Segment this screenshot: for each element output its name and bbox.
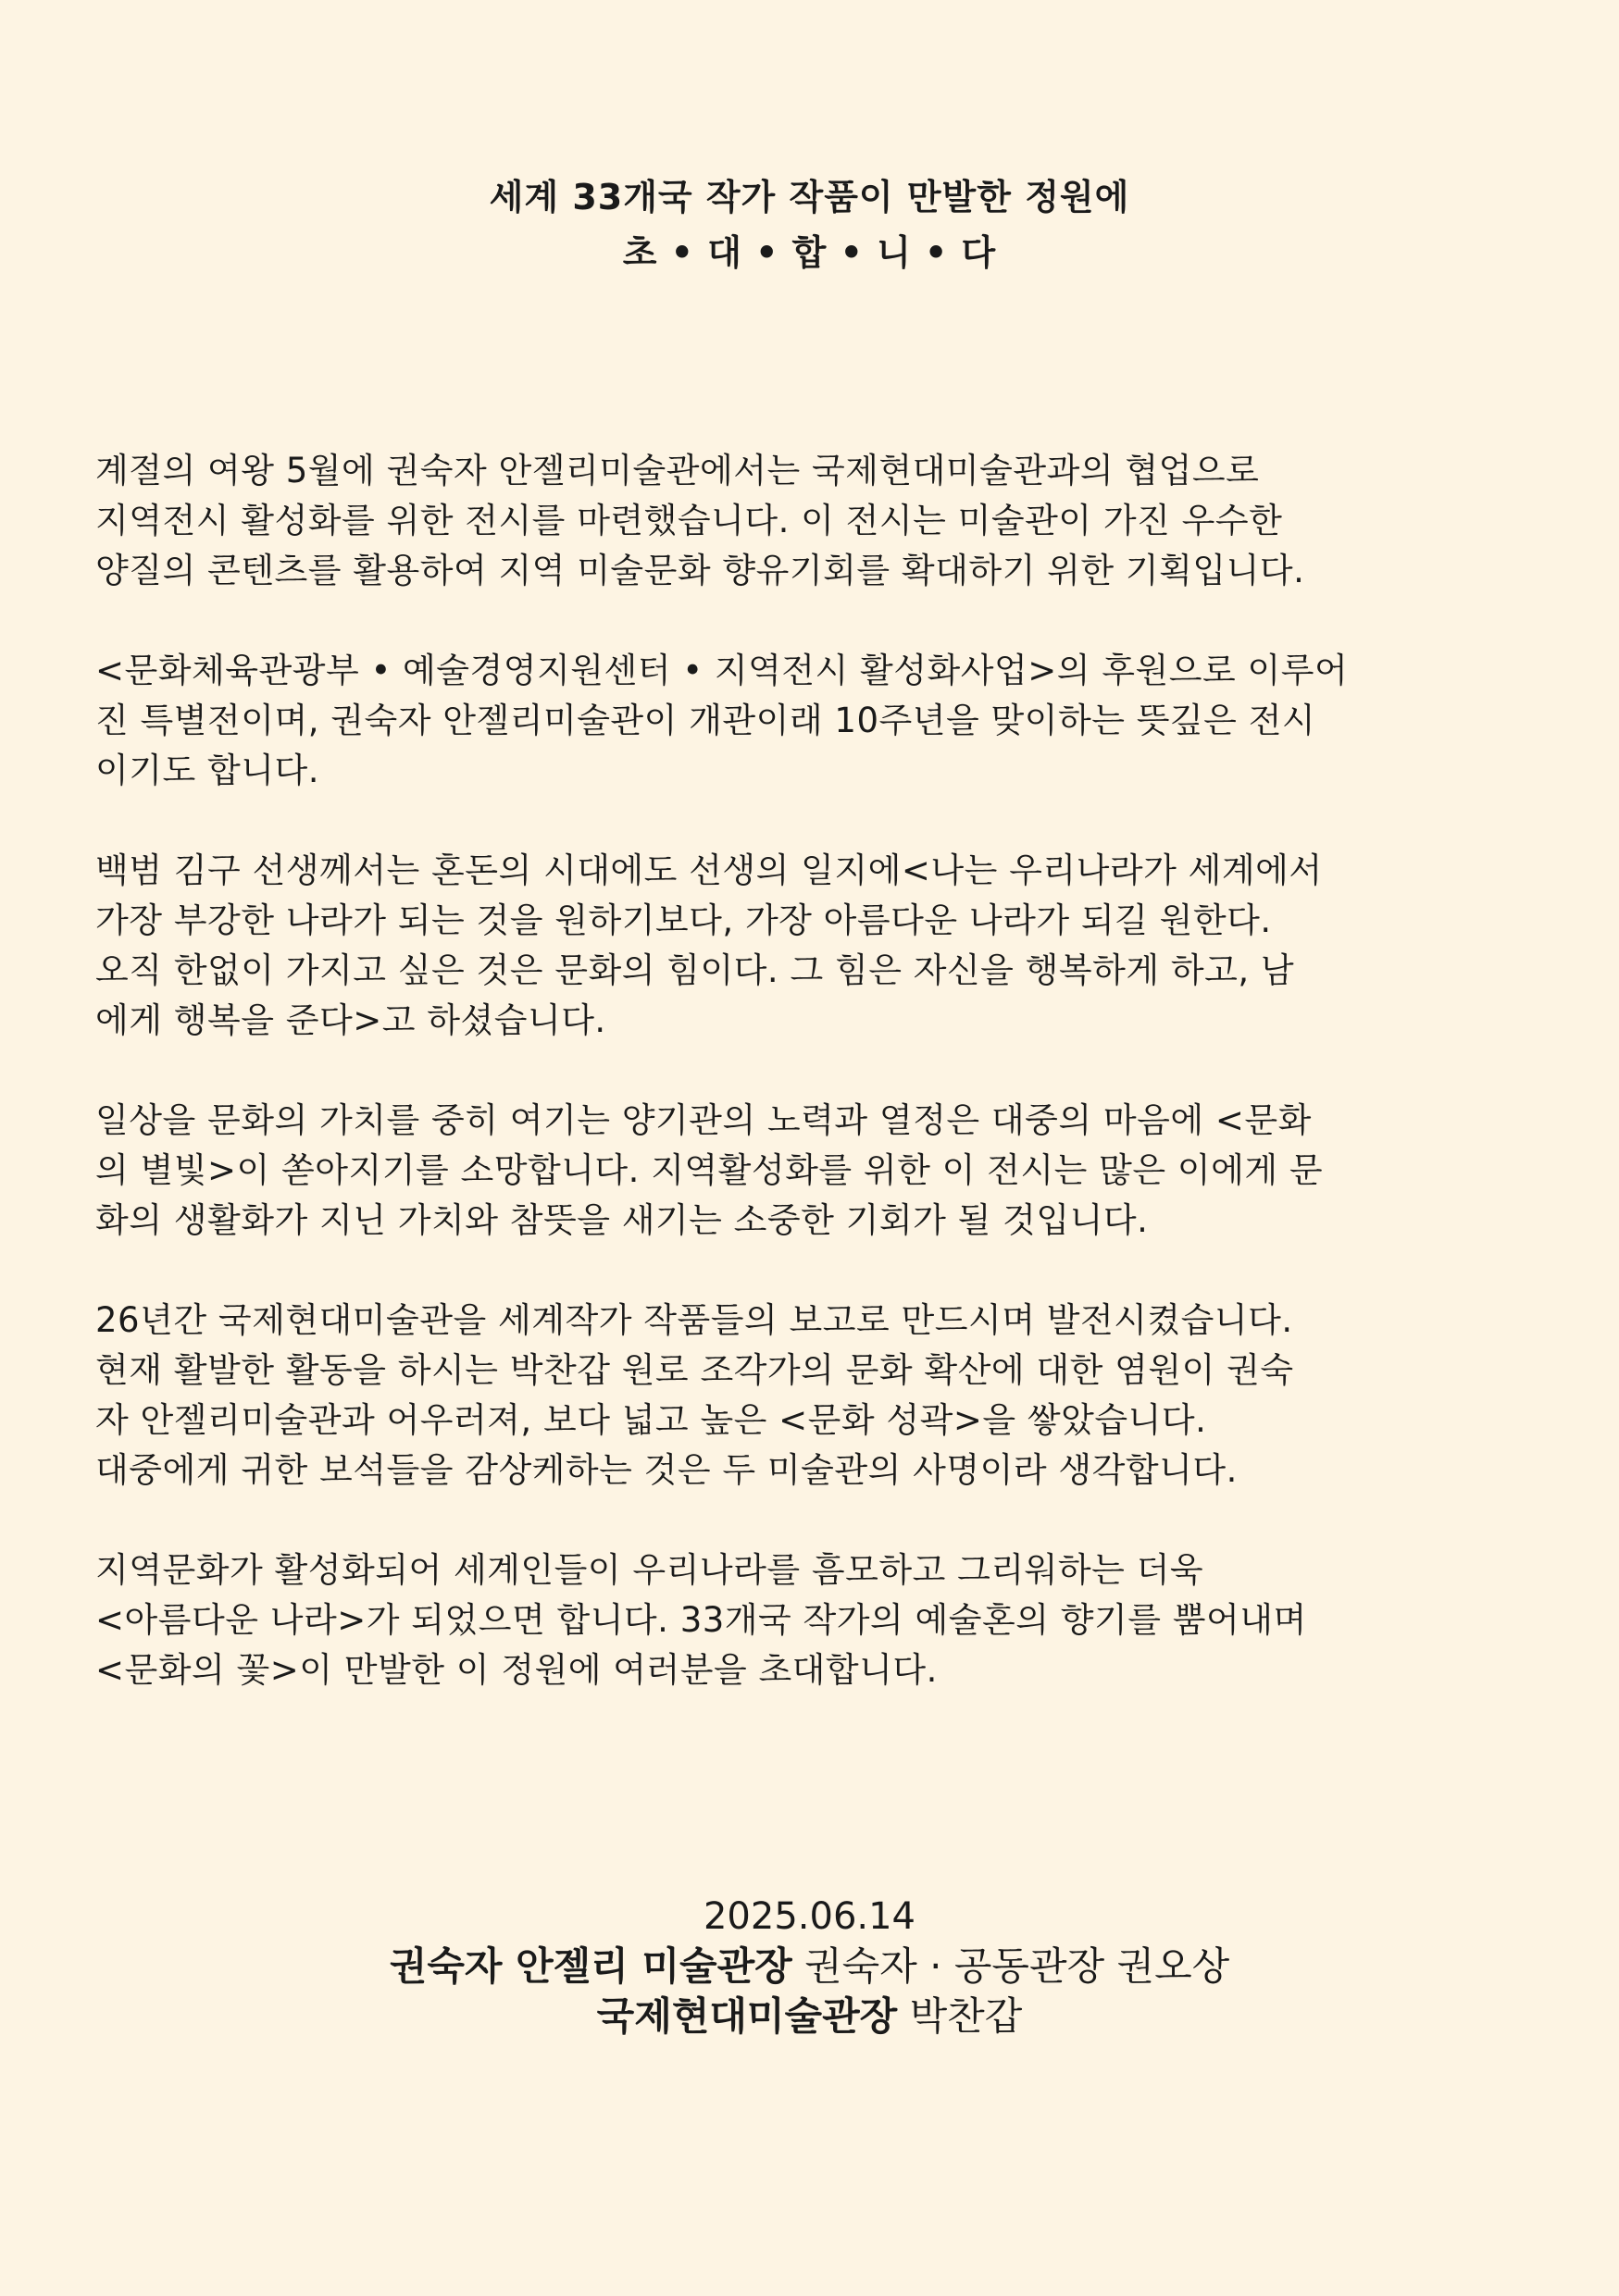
text-line: 이기도 합니다. [95,751,319,790]
date-text: 2025.06.14 [703,1895,916,1938]
paragraph [95,846,1539,1046]
text-line: <문화의 꽃>이 만발한 이 정원에 여러분을 초대합니다. [95,1650,938,1690]
page-title: 세계 33개국 작가 작품이 만발한 정원에 [489,177,1130,217]
text-line: <아름다운 나라>가 되었으면 합니다. 33개국 작가의 예술혼의 향기를 뿜어내며 [95,1600,1307,1640]
paragraph [95,1545,1539,1695]
text-line: 대중에게 귀한 보석들을 감상케하는 것은 두 미술관의 사명이라 생각합니다. [95,1450,1238,1490]
text-line: 에게 행복을 준다>고 하셨습니다. [95,1000,606,1040]
signature-line-2 [0,1992,1619,2042]
title-block [0,169,1619,280]
text-line: 의 별빛>이 쏟아지기를 소망합니다. 지역활성화를 위한 이 전시는 많은 이에게 문 [95,1150,1324,1190]
text-line: <문화체육관광부 • 예술경영지원센터 • 지역전시 활성화사업>의 후원으로 이루어 [95,651,1349,690]
signature-block [0,1892,1619,2042]
text-line: 26년간 국제현대미술관을 세계작가 작품들의 보고로 만드시며 발전시켰습니다. [95,1300,1293,1340]
museum-director-title: 권숙자 안젤리 미술관장 [389,1943,792,1989]
text-line: 지역전시 활성화를 위한 전시를 마련했습니다. 이 전시는 미술관이 가진 우수한 [95,501,1283,540]
museum-director-title: 국제현대미술관장 [596,1993,898,2039]
text-line: 오직 한없이 가지고 싶은 것은 문화의 힘이다. 그 힘은 자신을 행복하게 하고, 남 [95,950,1295,990]
text-line: 현재 활발한 활동을 하시는 박찬갑 원로 조각가의 문화 확산에 대한 염원이 권숙 [95,1350,1294,1390]
text-line: 일상을 문화의 가치를 중히 여기는 양기관의 노력과 열정은 대중의 마음에 <문화 [95,1100,1312,1140]
text-line: 백범 김구 선생께서는 혼돈의 시대에도 선생의 일지에<나는 우리나라가 세계에서 [95,850,1323,890]
paragraph [95,646,1539,796]
paragraph [95,1096,1539,1246]
page-subtitle: 초 • 대 • 합 • 니 • 다 [622,232,997,273]
text-line: 양질의 콘텐츠를 활용하여 지역 미술문화 향유기회를 확대하기 위한 기획입니다. [95,551,1305,590]
signature-line-1 [0,1942,1619,1992]
text-line: 진 특별전이며, 권숙자 안젤리미술관이 개관이래 10주년을 맞이하는 뜻깊은 전시 [95,701,1316,740]
invitation-body [95,446,1539,1745]
museum-director-names: 권숙자 · 공동관장 권오상 [791,1943,1230,1989]
text-line: 가장 부강한 나라가 되는 것을 원하기보다, 가장 아름다운 나라가 되길 원한다. [95,900,1272,940]
text-line: 계절의 여왕 5월에 권숙자 안젤리미술관에서는 국제현대미술관과의 협업으로 [95,451,1260,490]
museum-director-names: 박찬갑 [897,1993,1023,2039]
text-line: 자 안젤리미술관과 어우러져, 보다 넓고 높은 <문화 성곽>을 쌓았습니다. [95,1400,1207,1440]
paragraph [95,446,1539,596]
paragraph [95,1296,1539,1496]
text-line: 지역문화가 활성화되어 세계인들이 우리나라를 흠모하고 그리워하는 더욱 [95,1550,1204,1590]
text-line: 화의 생활화가 지닌 가치와 참뜻을 새기는 소중한 기회가 될 것입니다. [95,1200,1149,1240]
